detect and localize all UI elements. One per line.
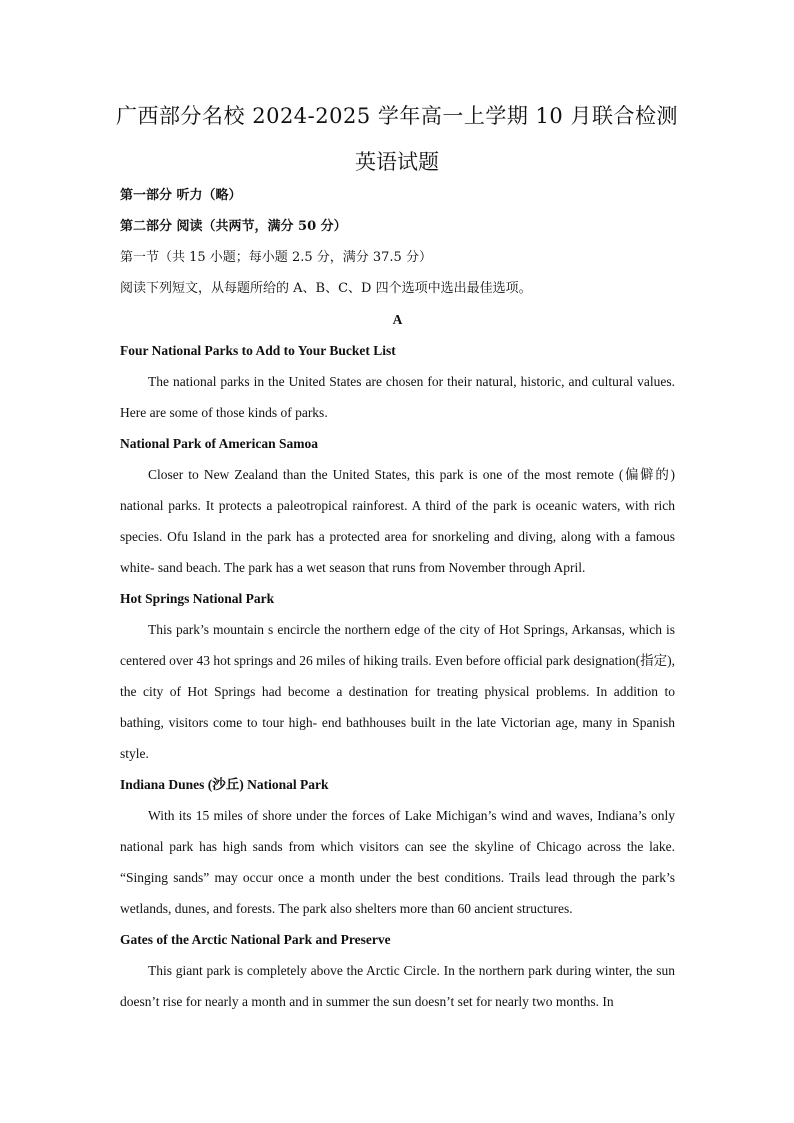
park-heading-samoa: National Park of American Samoa (120, 436, 318, 451)
part2-heading: 第二部分 阅读（共两节，满分 50 分） (120, 219, 347, 234)
section1-heading: 第一节（共 15 小题；每小题 2.5 分，满分 37.5 分） (120, 250, 432, 265)
exam-subtitle: 英语试题 (355, 150, 439, 174)
park-text-indiana-dunes: With its 15 miles of shore under the forces of Lake Michigan’s wind and waves, Indiana’s only national park has high sands from which visitors can see the skyline of Chicago across the lake. “Singing sands” may occur once a month under the best conditions. Trails lead through the park’s wetlands, dunes, and forests. The park also shelters more than 60 ancient structures. (120, 808, 675, 916)
park-heading-gates-arctic: Gates of the Arctic National Park and Preserve (120, 932, 391, 947)
exam-title: 广西部分名校 2024-2025 学年高一上学期 10 月联合检测 (116, 104, 678, 128)
part1-heading: 第一部分 听力（略） (120, 188, 242, 203)
park-heading-hot-springs: Hot Springs National Park (120, 591, 275, 606)
passage-title: Four National Parks to Add to Your Bucket List (120, 343, 396, 358)
park-heading-indiana-dunes: Indiana Dunes (沙丘) National Park (120, 777, 329, 792)
passage-letter: A (392, 312, 403, 327)
intro-paragraph: The national parks in the United States are chosen for their natural, historic, and cultural values. Here are some of those kinds of parks. (120, 374, 675, 420)
park-text-hot-springs: This park’s mountain s encircle the northern edge of the city of Hot Springs, Arkansas, which is centered over 43 hot springs and 26 miles of hiking trails. Even before official park designation(指定), the city of Hot Springs had become a destination for treating physical problems. In addition to bathing, visitors come to tour high- end bathhouses built in the late Victorian age, many in Spanish style. (120, 622, 675, 761)
instruction-text: 阅读下列短文，从每题所给的 A、B、C、D 四个选项中选出最佳选项。 (120, 281, 532, 296)
document-body (120, 180, 675, 1017)
park-text-samoa: Closer to New Zealand than the United States, this park is one of the most remote (偏僻的) national parks. It protects a paleotropical rainforest. A third of the park is oceanic waters, with rich species. Ofu Island in the park has a protected area for snorkeling and diving, along with a famous white- sand beach. The park has a wet season that runs from November through April. (120, 467, 675, 575)
park-text-gates-arctic: This giant park is completely above the Arctic Circle. In the northern park during winter, the sun doesn’t rise for nearly a month and in summer the sun doesn’t set for nearly two months. In (120, 963, 675, 1009)
